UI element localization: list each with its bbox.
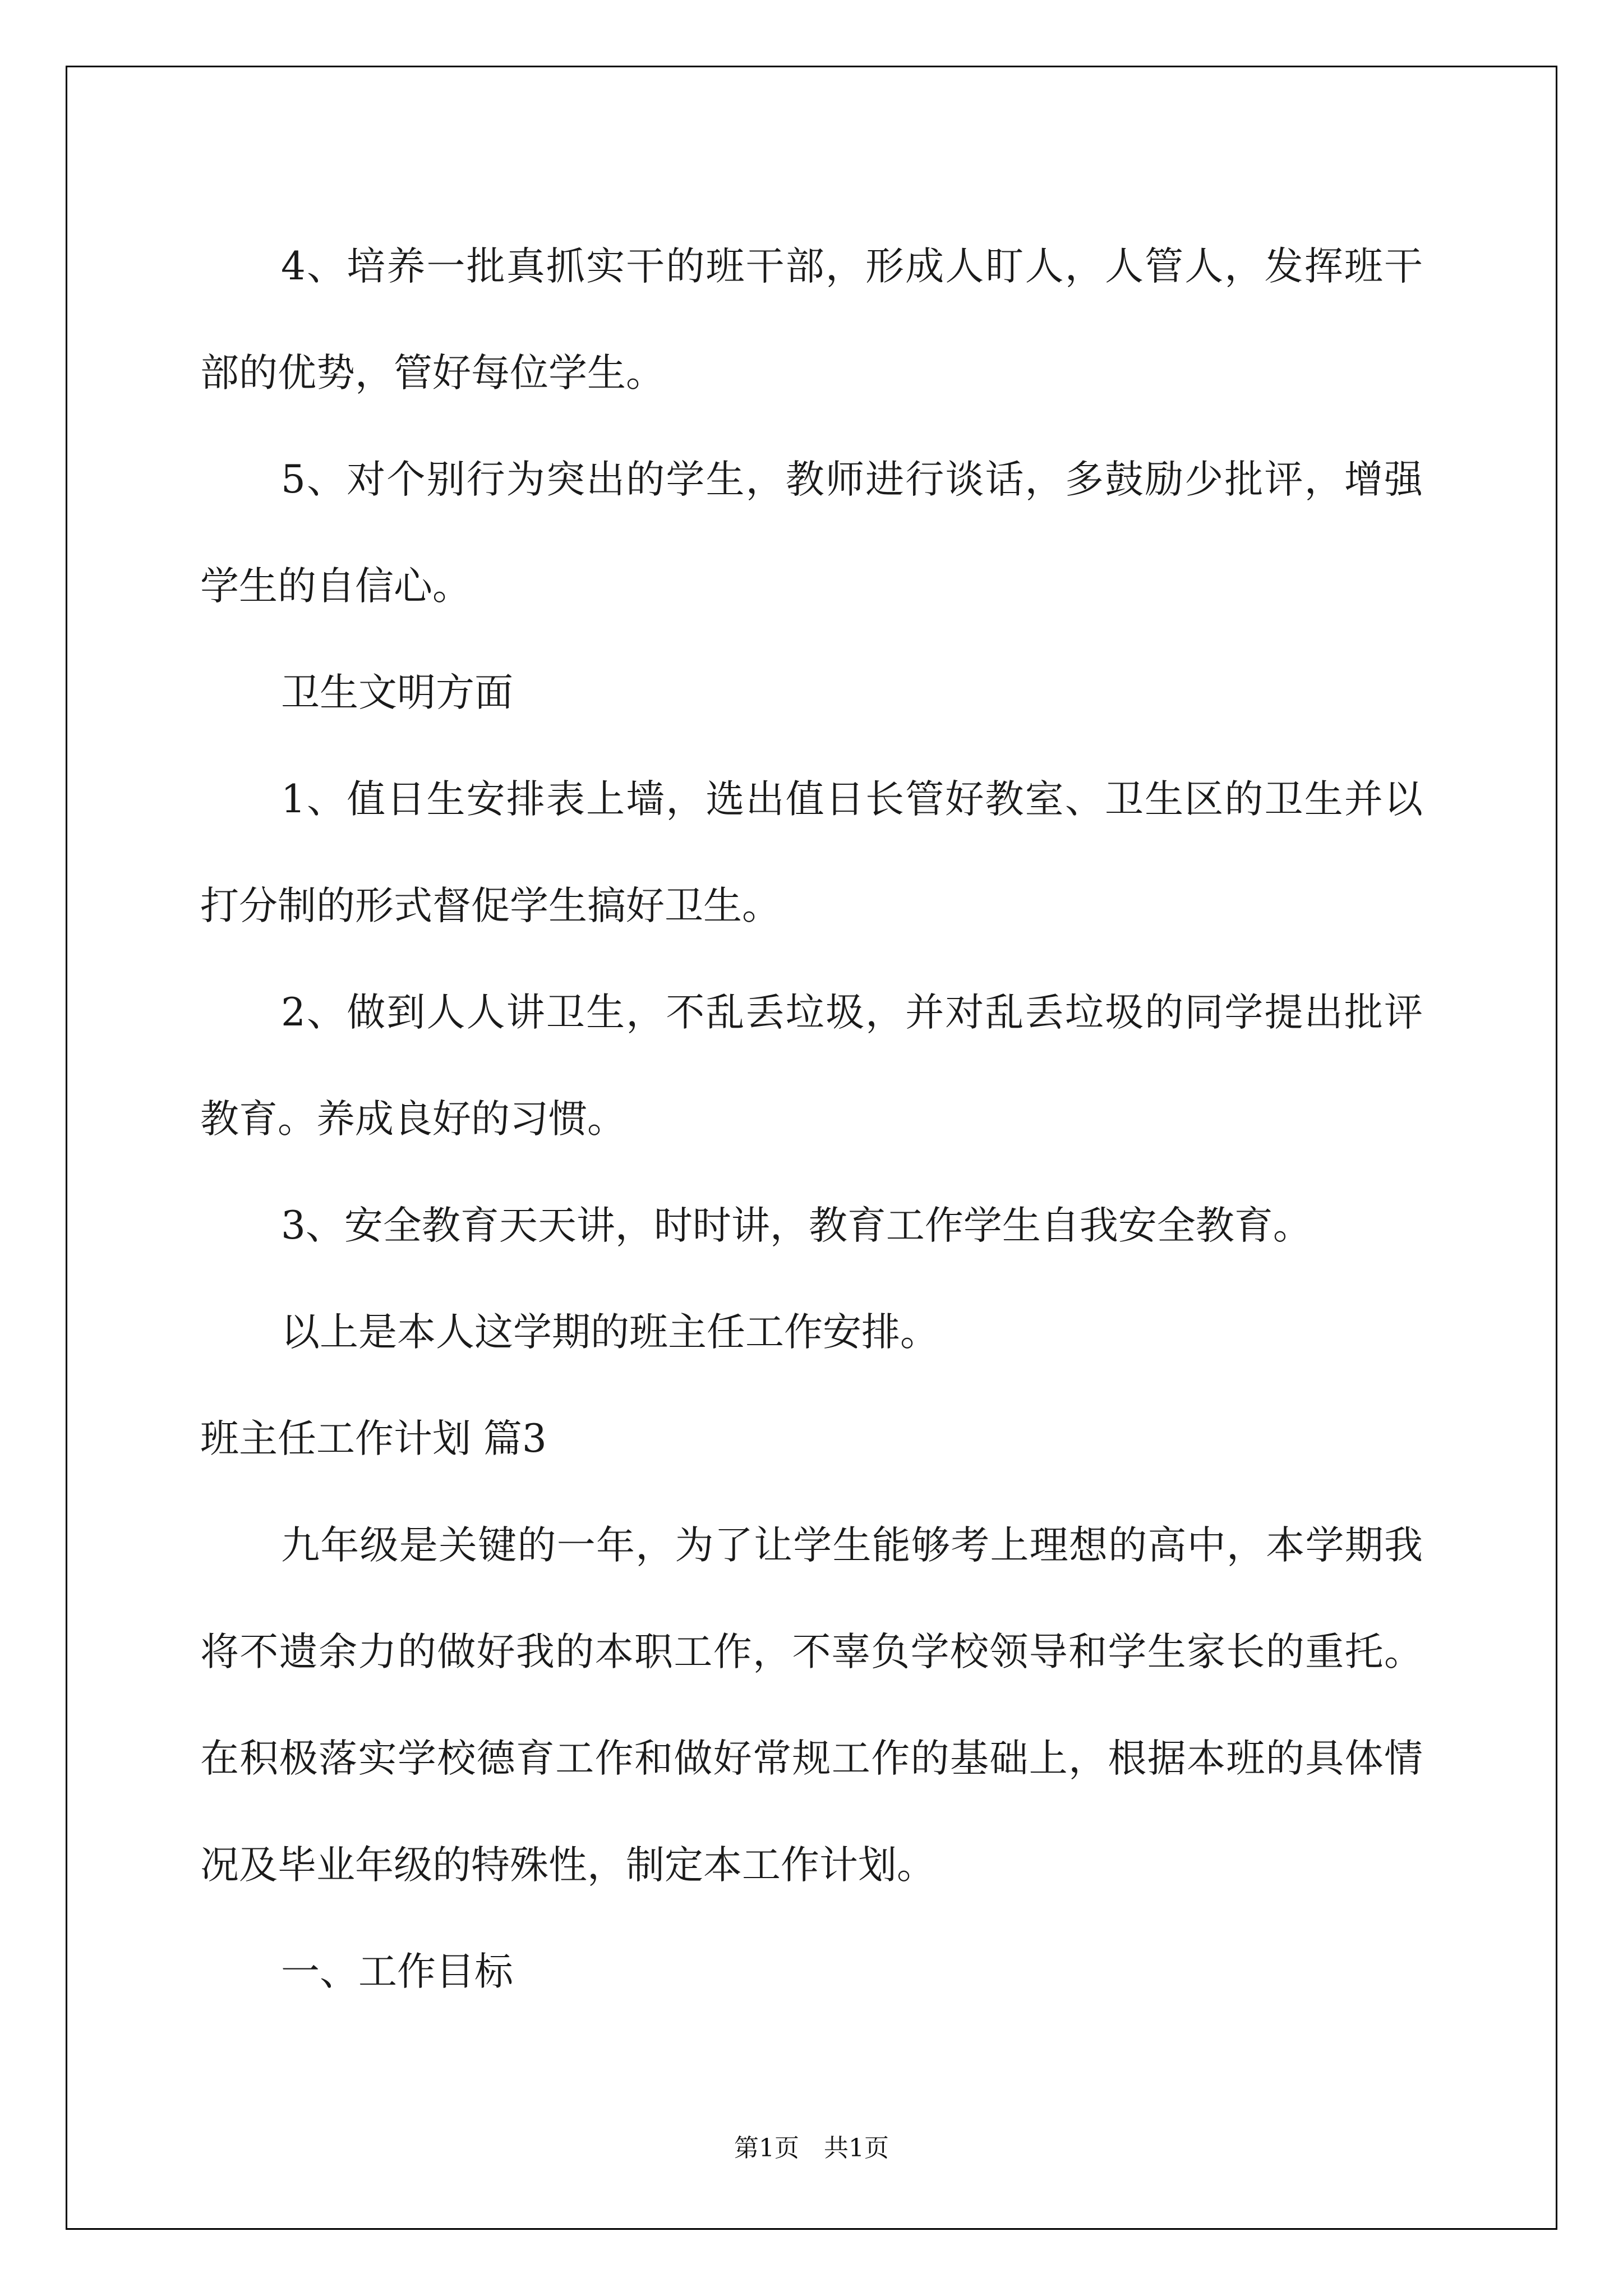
paragraph-hygiene-3: 3、安全教育天天讲，时时讲，教育工作学生自我安全教育。 (281, 1203, 1312, 1248)
paragraph-item-4: 4、培养一批真抓实干的班干部，形成人盯人，人管人，发挥班干部的优势，管好每位学生。 (200, 244, 1423, 395)
paragraph-summary: 以上是本人这学期的班主任工作安排。 (281, 1310, 939, 1355)
page-footer (0, 2132, 1623, 2165)
paragraph-hygiene-1: 1、值日生安排表上墙，选出值日长管好教室、卫生区的卫生并以打分制的形式督促学生搞好卫生。 (200, 777, 1423, 928)
document-body (200, 213, 1423, 2025)
section-title-plan-3: 班主任工作计划 篇3 (200, 1416, 547, 1461)
paragraph-plan-3-intro: 九年级是关键的一年，为了让学生能够考上理想的高中，本学期我将不遗余力的做好我的本职工作，不辜负学校领导和学生家长的重托。在积极落实学校德育工作和做好常规工作的基础上，根据本班的具体情况及毕业年级的特殊性，制定本工作计划。 (200, 1523, 1423, 1888)
section-heading-work-goal: 一、工作目标 (281, 1949, 513, 1994)
page-number-label: 第1页 共1页 (734, 2134, 889, 2162)
paragraph-hygiene-2: 2、做到人人讲卫生，不乱丢垃圾，并对乱丢垃圾的同学提出批评教育。养成良好的习惯。 (200, 990, 1423, 1142)
paragraph-item-5: 5、对个别行为突出的学生，教师进行谈话，多鼓励少批评，增强学生的自信心。 (200, 457, 1423, 609)
section-heading-hygiene: 卫生文明方面 (281, 670, 513, 715)
